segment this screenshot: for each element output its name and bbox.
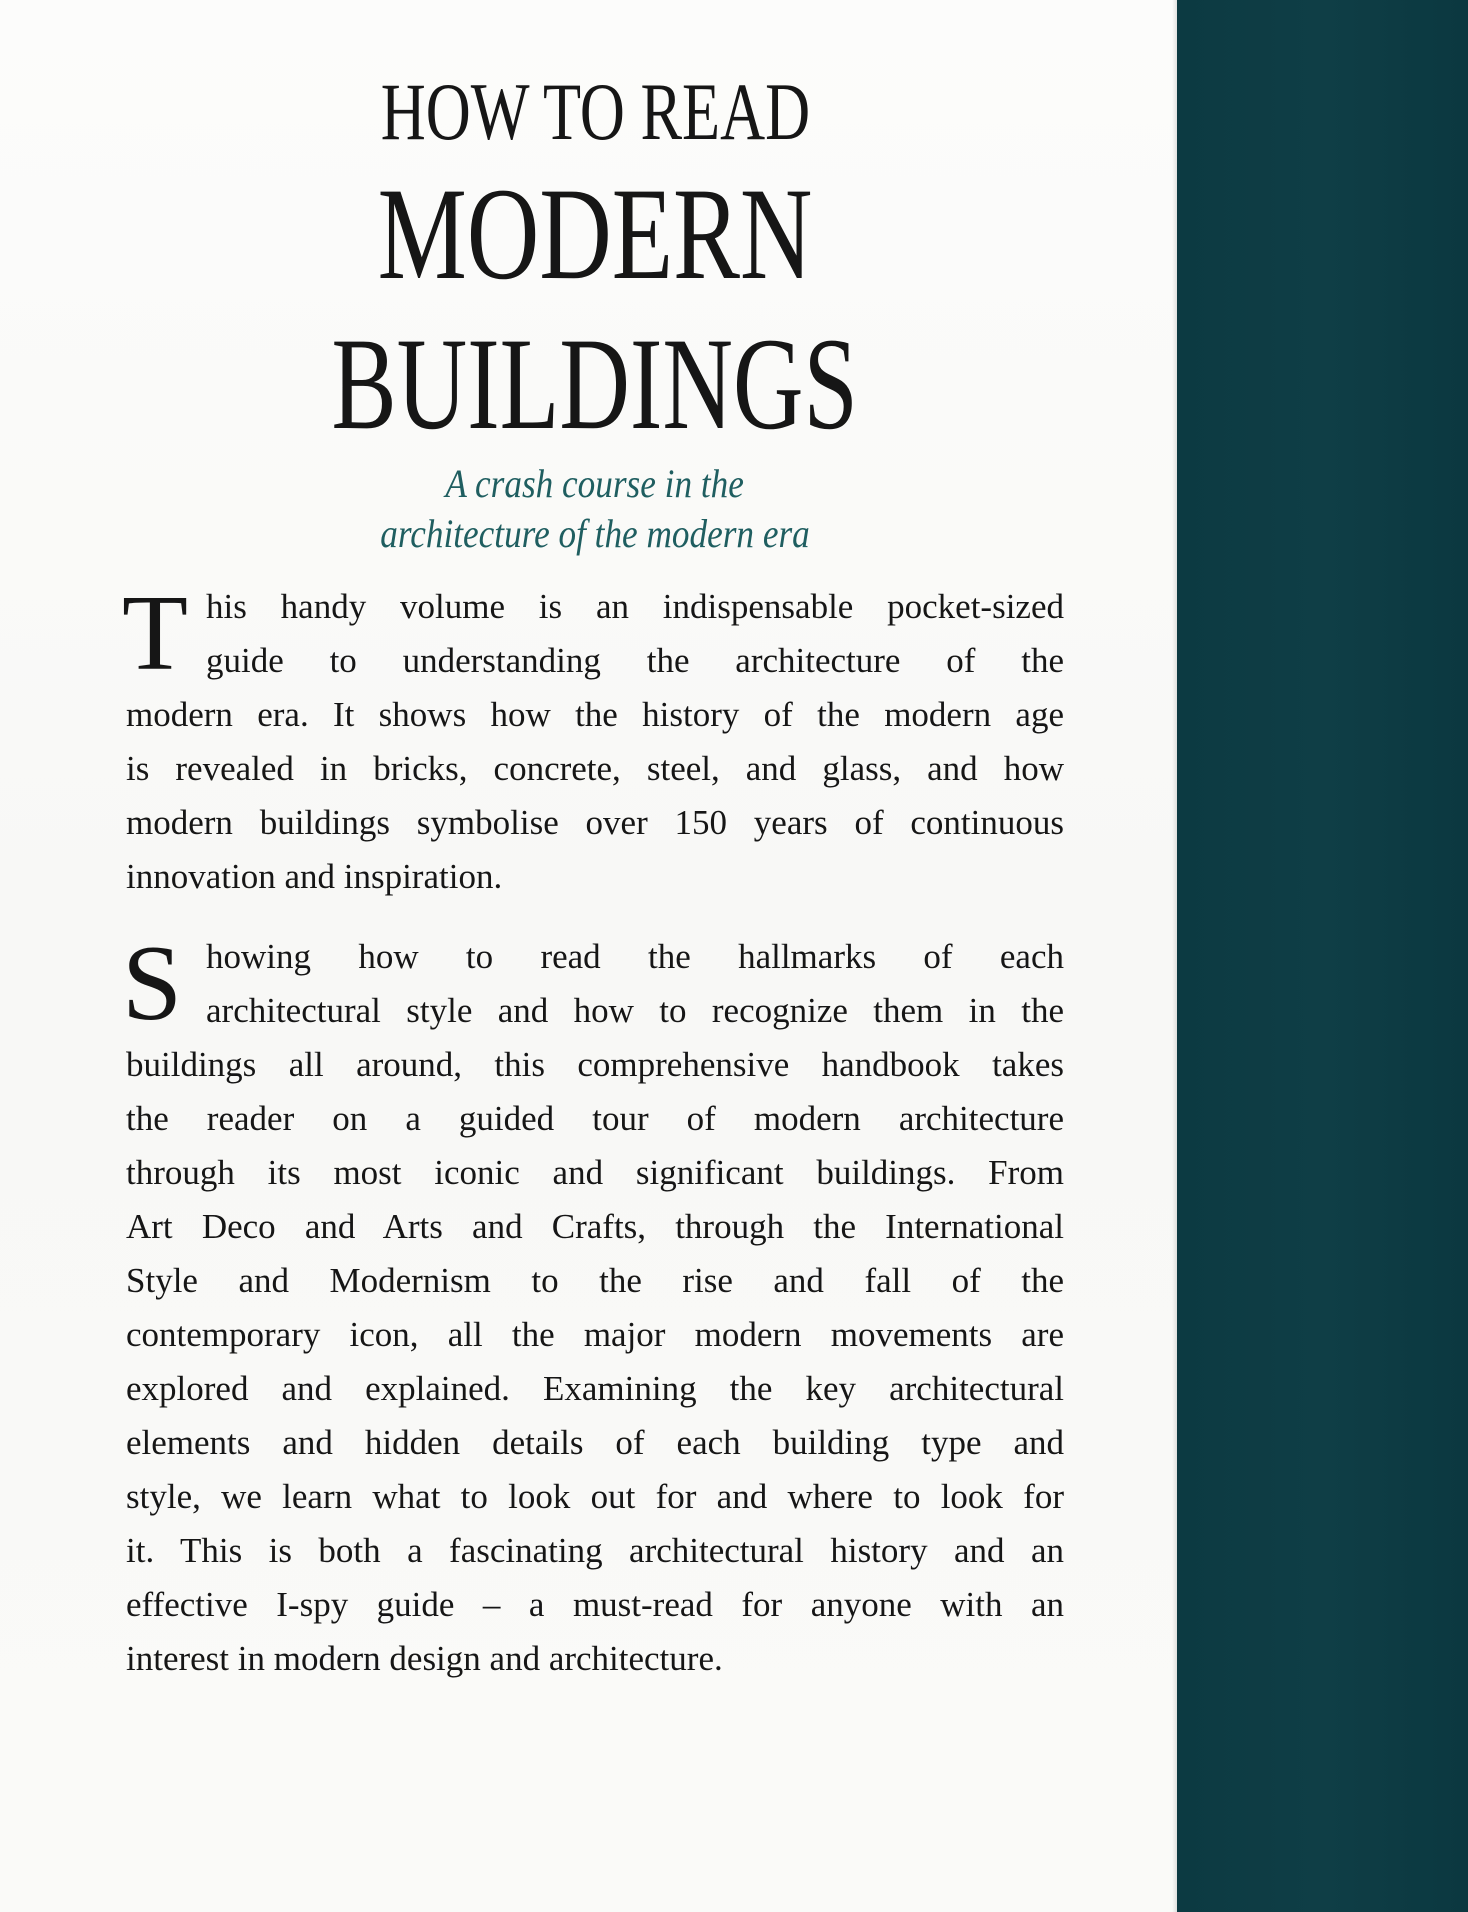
- blurb-line: is revealed in bricks, concrete, steel, and glass, and how: [126, 749, 1064, 788]
- subtitle-text: architecture of the modern era: [380, 511, 810, 556]
- blurb-line: style, we learn what to look out for and where to look for: [126, 1477, 1064, 1516]
- blurb-paragraph-2: [122, 924, 1064, 1686]
- title-text: BUILDINGS: [331, 310, 859, 457]
- blurb-line: modern era. It shows how the history of the modern age: [126, 695, 1064, 734]
- subtitle-line-2: [0, 512, 1190, 557]
- title-line-1: [0, 66, 1190, 158]
- blurb-line: buildings all around, this comprehensive handbook takes: [126, 1045, 1064, 1084]
- teal-spine-band: [1177, 0, 1468, 1912]
- blurb-line: architectural style and how to recognize them in the: [206, 991, 1064, 1030]
- blurb-line: innovation and inspiration.: [126, 857, 503, 896]
- blurb-line: effective I-spy guide – a must-read for anyone with an: [126, 1585, 1064, 1624]
- blurb-line: explored and explained. Examining the key architectural: [126, 1369, 1064, 1408]
- drop-cap: T: [122, 574, 188, 693]
- title-text: HOW TO READ: [380, 66, 810, 157]
- blurb-line: howing how to read the hallmarks of each: [206, 937, 1064, 976]
- blurb-line: the reader on a guided tour of modern architecture: [126, 1099, 1064, 1138]
- subtitle-text: A crash course in the: [445, 461, 745, 506]
- blurb-line: guide to understanding the architecture of the: [206, 641, 1064, 680]
- blurb-line: elements and hidden details of each building type and: [126, 1423, 1064, 1462]
- title-line-2: [0, 160, 1190, 308]
- blurb-line: interest in modern design and architecture.: [126, 1639, 723, 1678]
- blurb-line: his handy volume is an indispensable pocket-sized: [206, 587, 1064, 626]
- blurb-line: contemporary icon, all the major modern movements are: [126, 1315, 1064, 1354]
- blurb-paragraph-1: [122, 574, 1064, 904]
- blurb-line: Style and Modernism to the rise and fall of the: [126, 1261, 1064, 1300]
- blurb-line: modern buildings symbolise over 150 years of continuous: [126, 803, 1064, 842]
- subtitle-line-1: [0, 462, 1190, 507]
- blurb-line: it. This is both a fascinating architectural history and an: [126, 1531, 1064, 1570]
- title-text: MODERN: [377, 160, 813, 307]
- blurb-line: Art Deco and Arts and Crafts, through the International: [126, 1207, 1064, 1246]
- blurb-line: through its most iconic and significant buildings. From: [126, 1153, 1064, 1192]
- drop-cap: S: [122, 924, 183, 1043]
- title-line-3: [0, 310, 1190, 458]
